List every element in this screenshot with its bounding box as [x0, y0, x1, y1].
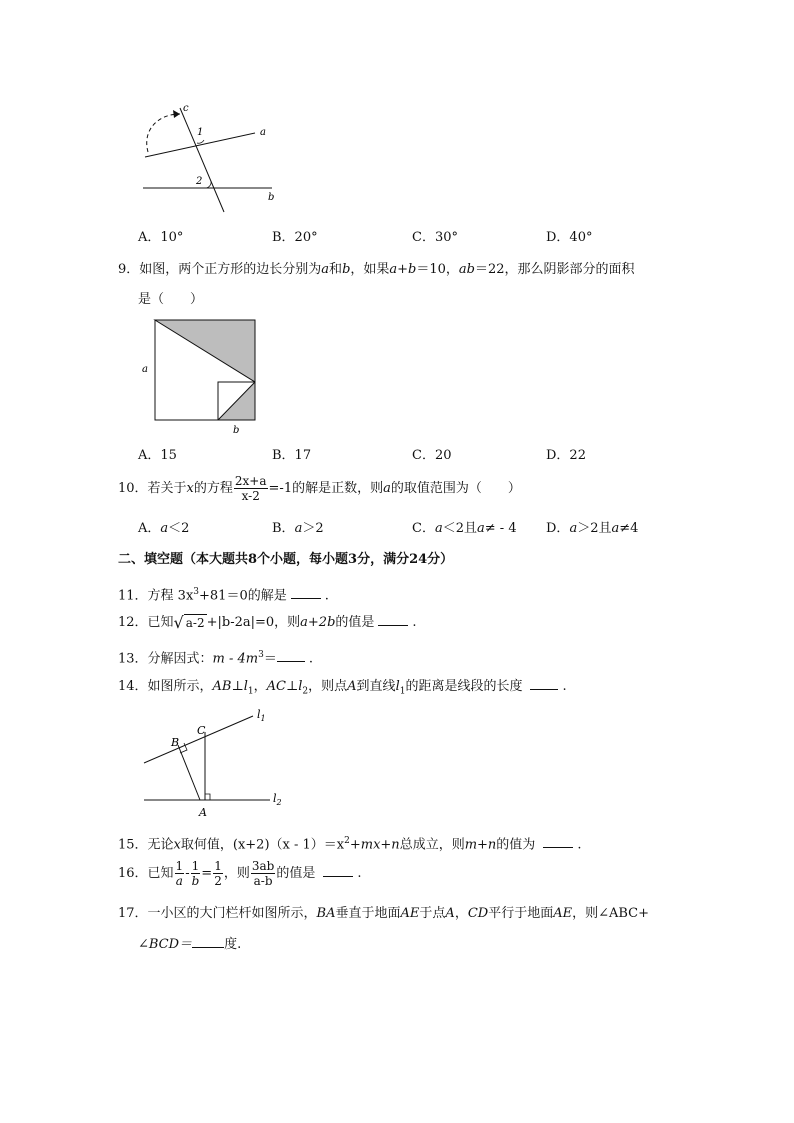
answer-blank[interactable] — [543, 835, 573, 848]
line-c — [180, 108, 224, 212]
q16-line: 16．已知 $\frac{1}{a}$ - $\frac{1}{b}$ = $\frac{1}{2}$ ，则 $\frac{3ab}{a-b}$ 的值是 . — [118, 859, 362, 888]
q13-tail: ＝ — [263, 651, 277, 667]
rotation-arrow — [147, 114, 180, 152]
q11-prefix: 11．方程 3x — [118, 588, 194, 604]
q9-line1 — [118, 261, 635, 279]
fraction-1-over-2: $\frac{1}{2}$ — [214, 859, 222, 888]
q10-tail1: 的解是正数，则 — [292, 481, 384, 496]
q11-tail: +81＝0的解是 — [199, 588, 287, 604]
q10-denominator: x-2 — [241, 489, 260, 503]
fraction-1-over-a: $\frac{1}{a}$ — [175, 859, 184, 888]
fraction-3ab-over-a-minus-b: $\frac{3ab}{a-b}$ — [251, 859, 275, 888]
answer-blank[interactable] — [323, 864, 353, 877]
q9-text1: 9．如图，两个正方形的边长分别为 — [118, 262, 322, 277]
q9-expr2: ab — [458, 262, 475, 277]
q13-expr: m - 4m — [212, 651, 259, 667]
q13-line — [118, 646, 313, 668]
q10-rhs: =-1 — [268, 481, 293, 496]
label-1: 1 — [197, 127, 204, 138]
q8-option-c: C．30° — [412, 230, 458, 245]
q13-prefix: 13．分解因式： — [118, 651, 213, 667]
q13-sup: 3 — [258, 650, 264, 660]
q9-figure — [138, 316, 263, 438]
answer-blank[interactable] — [192, 935, 224, 948]
label-b: b — [268, 192, 275, 203]
q8-option-d: D．40° — [546, 230, 593, 245]
var-x: x — [186, 481, 194, 496]
q10-option-d: D．a＞2且a≠4 — [546, 521, 639, 536]
label-C: C — [197, 724, 206, 737]
label-l1: $l_1$ — [257, 708, 266, 723]
var-b: b — [342, 262, 351, 277]
q8-figure — [130, 100, 290, 215]
q15-line: 15．无论x取何值，$(x+2)(x - 1)=x^2+mx+n$总成立，则m+n的值为 . — [118, 836, 582, 853]
q12-expr: a+2b — [300, 615, 336, 630]
q10-option-a: A．a＜2 — [138, 521, 190, 536]
q9-option-a: A．15 — [138, 448, 177, 463]
q17-line2: ∠BCD＝ 度. — [138, 937, 242, 952]
q10-mid: 的方程 — [193, 481, 233, 496]
q11-end: . — [324, 588, 329, 604]
label-side-a: a — [142, 364, 148, 375]
q12-mid: +|b-2a|=0，则 — [206, 615, 301, 630]
q12-tail: 的值是 — [335, 615, 375, 630]
answer-blank[interactable] — [378, 613, 408, 626]
label-c: c — [183, 103, 189, 114]
var-a: a — [321, 262, 330, 277]
q9-eq2: ＝22，那么阴影部分的面积 — [475, 262, 635, 277]
q8-option-a: A．10° — [138, 230, 184, 245]
fraction-1-over-b: $\frac{1}{b}$ — [191, 859, 200, 888]
q12-end: . — [412, 615, 417, 630]
q10-option-c: C．a＜2且a≠ - 4 — [412, 521, 517, 536]
q10-tail2: 的取值范围为（ ） — [390, 481, 521, 496]
q11-sup: 3 — [193, 587, 200, 597]
q9-option-d: D．22 — [546, 448, 586, 463]
q9-option-c: C．20 — [412, 448, 452, 463]
section-title: 二、填空题（本大题共8个小题，每小题3分，满分24分） — [118, 552, 454, 567]
q9-eq1: ＝10， — [416, 262, 459, 277]
answer-blank[interactable] — [277, 649, 305, 662]
q10-fraction — [234, 474, 268, 503]
sqrt-radicand: a-2 — [185, 615, 205, 630]
answer-blank[interactable] — [530, 677, 558, 690]
q8-option-b: B．20° — [272, 230, 318, 245]
segment-AB — [178, 745, 200, 800]
answer-blank[interactable] — [291, 586, 321, 599]
q11-line — [118, 583, 329, 605]
label-2: 2 — [196, 176, 203, 187]
q10-prefix: 10．若关于 — [118, 481, 187, 496]
arrow-head — [173, 110, 180, 118]
q12-line — [118, 613, 417, 632]
q13-end: . — [308, 651, 314, 667]
label-B: B — [171, 736, 180, 749]
q9-line2: 是（ ） — [138, 292, 204, 307]
q10-line — [118, 474, 521, 504]
sqrt: √ a-2 — [173, 612, 205, 632]
right-angle-A — [205, 794, 210, 800]
label-a: a — [260, 127, 266, 138]
q9-and: 和 — [329, 262, 343, 277]
label-A: A — [199, 806, 207, 819]
q10-numerator: 2x+a — [234, 474, 267, 488]
q12-prefix: 12．已知 — [118, 615, 174, 630]
q9-expr1: a+b — [389, 262, 417, 277]
label-l2: $l_2$ — [273, 792, 282, 807]
q9-mid: ，如果 — [350, 262, 390, 277]
q17-line1: 17．一小区的大门栏杆如图所示，BA垂直于地面AE于点A，CD平行于地面AE，则∠ABC+ — [118, 906, 650, 921]
q14-figure — [138, 703, 298, 821]
q10-option-b: B．a＞2 — [272, 521, 324, 536]
label-side-b: b — [233, 425, 240, 436]
q14-line: 14．如图所示，$AB\perp l_1$，$AC\perp l_2$，则点A到直线$l_1$的距离是线段的长度 . — [118, 679, 567, 697]
var-a: a — [383, 481, 391, 496]
q9-option-b: B．17 — [272, 448, 312, 463]
